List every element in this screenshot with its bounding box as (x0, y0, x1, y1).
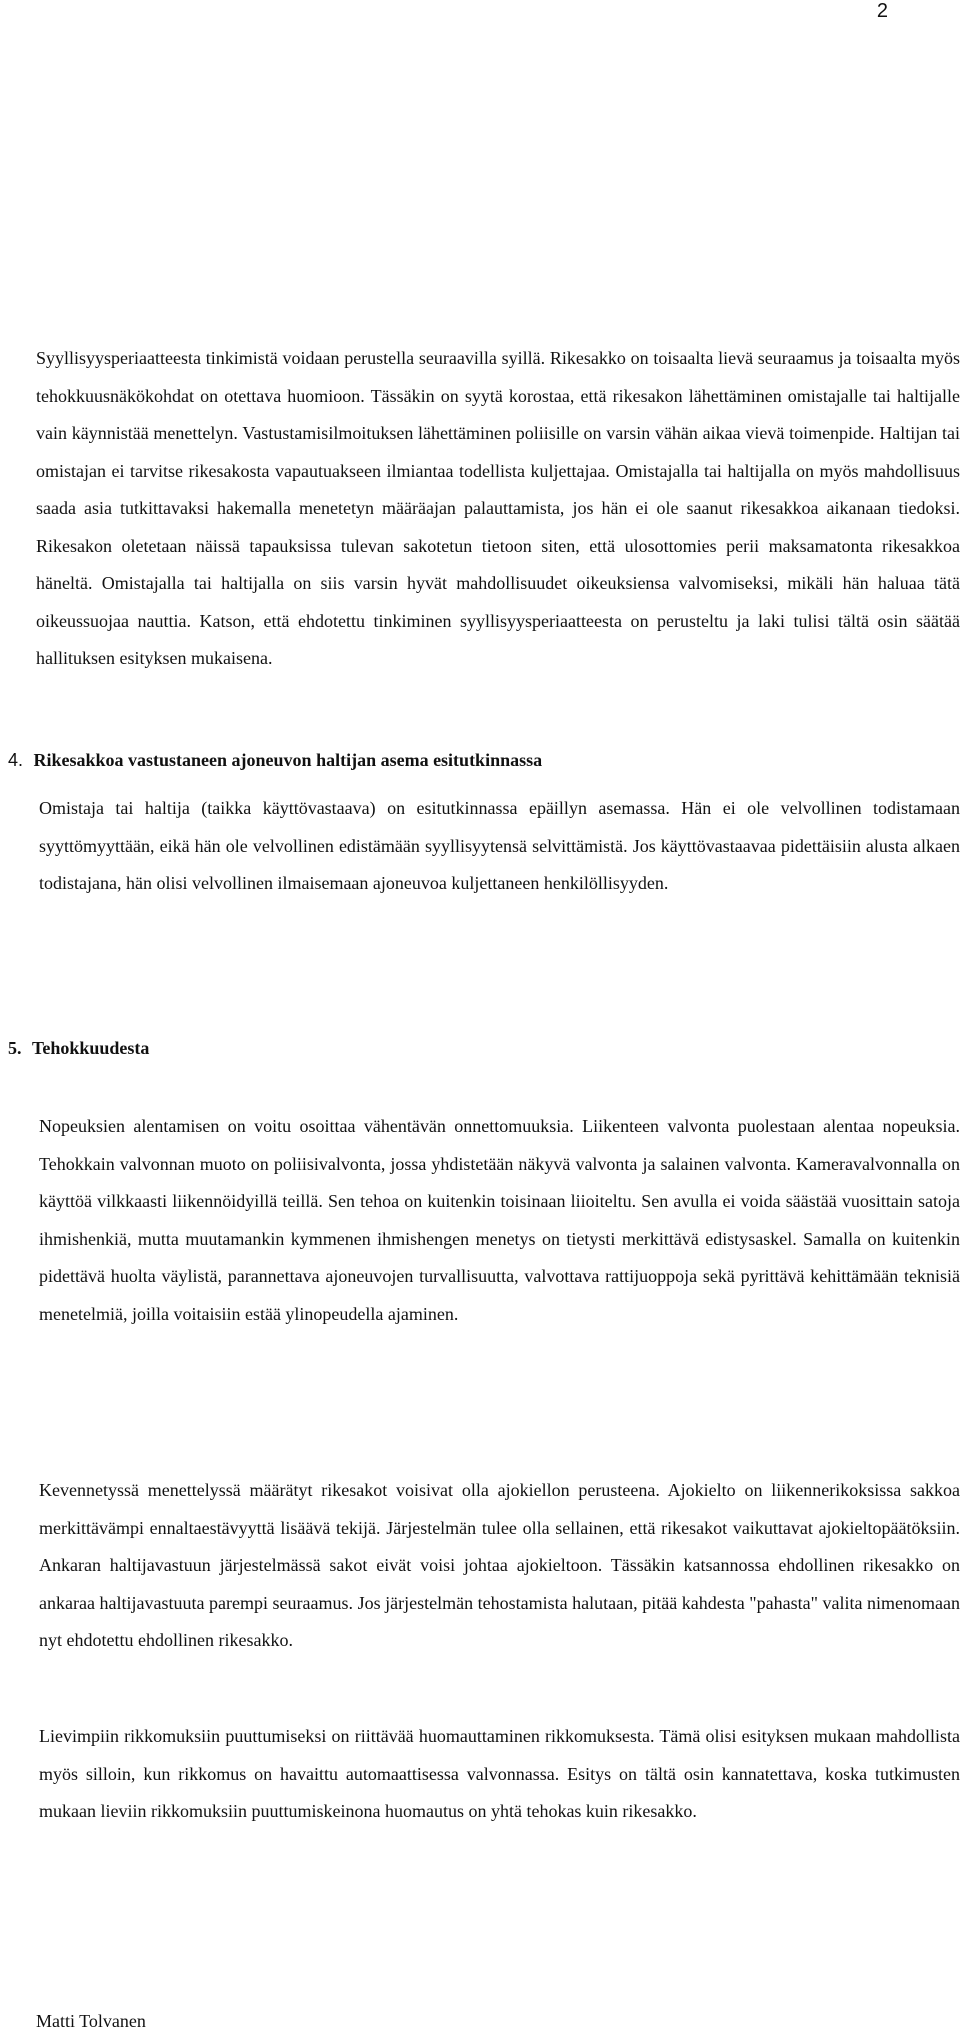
section-title: Rikesakkoa vastustaneen ajoneuvon haltijan asema esitutkinnassa (33, 750, 543, 770)
footer-author: Matti Tolvanen (36, 2011, 146, 2031)
section-number: 5. (8, 1038, 22, 1058)
body-paragraph: Lievimpiin rikkomuksiin puuttumiseksi on riittävää huomauttaminen rikkomuksesta. Tämä olisi esityksen mukaan mahdollista myös silloin, kun rikkomus on havaittu automaattisessa valvonnassa. Esitys on tältä osin kannatettava, koska tutkimusten mukaan lieviin rikkomuksiin puuttumiskeinona huomautus on yhtä tehokas kuin rikesakko. (39, 1726, 960, 1821)
body-paragraph: Syyllisyysperiaatteesta tinkimistä voidaan perustella seuraavilla syillä. Rikesakko on toisaalta lievä seuraamus ja toisaalta myös tehokkuusnäkökohdat on otettava huomioon. Tässäkin on syytä korostaa, että rikesakon lähettäminen omistajalle tai haltijalle vain käynnistää menettelyn. Vastustamisilmoituksen lähettäminen poliisille on varsin vähän aikaa vievä toimenpide. Haltijan tai omistajan ei tarvitse rikesakosta vapautuakseen ilmiantaa todellista kuljettajaa. Omistajalla tai haltijalla on myös mahdollisuus saada asia tutkittavaksi hakemalla menetetyn määräajan palauttamista, jos hän ei ole saanut rikesakkoa aikanaan tiedoksi. Rikesakon oletetaan näissä tapauksissa tulevan sakotetun tietoon siten, että ulosottomies perii maksamatonta rikesakkoa häneltä. Omistajalla tai haltijalla on siis varsin hyvät mahdollisuudet oikeuksiensa valvomiseksi, mikäli hän haluaa tätä oikeussuojaa nauttia. Katson, että ehdotettu tinkiminen syyllisyysperiaatteesta on perusteltu ja laki tulisi tältä osin säätää hallituksen esityksen mukaisena. (36, 348, 960, 668)
section-title: Tehokkuudesta (32, 1038, 150, 1058)
section-number: 4. (8, 750, 24, 770)
section-heading-4 (8, 748, 542, 772)
page-number: 2 (876, 0, 888, 22)
body-paragraph: Nopeuksien alentamisen on voitu osoittaa vähentävän onnettomuuksia. Liikenteen valvonta puolestaan alentaa nopeuksia. Tehokkain valvonnan muoto on poliisivalvonta, jossa yhdistetään näkyvä valvonta ja salainen valvonta. Kameravalvonnalla on käyttöä vilkkaasti liikennöidyillä teillä. Sen tehoa on kuitenkin toisinaan liioiteltu. Sen avulla ei voida säästää vuosittain satoja ihmishenkiä, mutta muutamankin kymmenen ihmishengen menetys on tietysti merkittävä edistysaskel. Samalla on kuitenkin pidettävä huolta väylistä, parannettava ajoneuvojen turvallisuutta, valvottava rattijuoppoja sekä pyrittävä kehittämään teknisiä menetelmiä, joilla voitaisiin estää ylinopeudella ajaminen. (39, 1116, 960, 1324)
body-paragraph: Kevennetyssä menettelyssä määrätyt rikesakot voisivat olla ajokiellon perusteena. Ajokielto on liikennerikoksissa sakkoa merkittävämpi ennaltaestävyyttä lisäävä tekijä. Järjestelmän tulee olla sellainen, että rikesakot vaikuttavat ajokieltopäätöksiin. Ankaran haltijavastuun järjestelmässä sakot eivät voisi johtaa ajokieltoon. Tässäkin katsannossa ehdollinen rikesakko on ankaraa haltijavastuuta parempi seuraamus. Jos järjestelmän tehostamista halutaan, pitää kahdesta "pahasta" valita nimenomaan nyt ehdotettu ehdollinen rikesakko. (39, 1480, 960, 1650)
body-paragraph: Omistaja tai haltija (taikka käyttövastaava) on esitutkinnassa epäillyn asemassa. Hän ei ole velvollinen todistamaan syyttömyyttään, eikä hän ole velvollinen edistämään syyllisyytensä selvittämistä. Jos käyttövastaavaa pidettäisiin alusta alkaen todistajana, hän olisi velvollinen ilmaisemaan ajoneuvoa kuljettaneen henkilöllisyyden. (39, 798, 960, 893)
section-heading-5 (8, 1036, 149, 1060)
